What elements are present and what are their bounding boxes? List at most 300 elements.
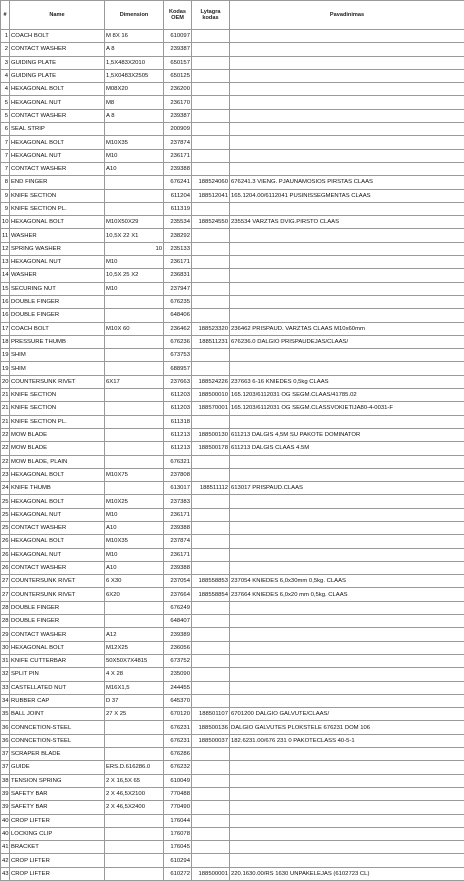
part-title bbox=[230, 362, 464, 375]
row-number: 7 bbox=[1, 149, 10, 162]
row-number: 22 bbox=[1, 455, 10, 468]
oem-code: 673753 bbox=[164, 349, 192, 362]
oem-code: 610097 bbox=[164, 30, 192, 43]
row-number: 37 bbox=[1, 761, 10, 774]
table-row bbox=[1, 841, 464, 854]
table-row bbox=[1, 748, 464, 761]
part-dimension bbox=[105, 455, 164, 468]
lytagra-code bbox=[192, 801, 230, 814]
lytagra-code bbox=[192, 269, 230, 282]
part-name: SAFETY BAR bbox=[10, 787, 105, 800]
part-dimension bbox=[105, 601, 164, 614]
header-row bbox=[1, 1, 464, 30]
oem-code: 611203 bbox=[164, 389, 192, 402]
lytagra-code bbox=[192, 668, 230, 681]
oem-code: 239388 bbox=[164, 521, 192, 534]
table-row bbox=[1, 787, 464, 800]
table-row bbox=[1, 561, 464, 574]
lytagra-code: 188501107 bbox=[192, 708, 230, 721]
part-name: SHIM bbox=[10, 349, 105, 362]
oem-code: 237664 bbox=[164, 588, 192, 601]
lytagra-code bbox=[192, 694, 230, 707]
part-name: SECURING NUT bbox=[10, 282, 105, 295]
part-name: HEXAGONAL NUT bbox=[10, 256, 105, 269]
header-name: Name bbox=[10, 1, 105, 30]
lytagra-code: 188524060 bbox=[192, 176, 230, 189]
part-dimension bbox=[105, 402, 164, 415]
lytagra-code bbox=[192, 362, 230, 375]
part-name: CONTACT WASHER bbox=[10, 561, 105, 574]
table-row bbox=[1, 189, 464, 202]
part-name: WASHER bbox=[10, 229, 105, 242]
row-number: 41 bbox=[1, 841, 10, 854]
oem-code: 239387 bbox=[164, 109, 192, 122]
table-row bbox=[1, 362, 464, 375]
lytagra-code bbox=[192, 601, 230, 614]
lytagra-code: 188500037 bbox=[192, 734, 230, 747]
part-title: 182.6231.00/676 231 0 PAKOTECLASS 40-5-1 bbox=[230, 734, 464, 747]
table-row bbox=[1, 654, 464, 667]
part-dimension: 27 X 25 bbox=[105, 708, 164, 721]
part-name: GUIDING PLATE bbox=[10, 56, 105, 69]
row-number: 28 bbox=[1, 601, 10, 614]
part-title bbox=[230, 242, 464, 255]
oem-code: 611203 bbox=[164, 402, 192, 415]
table-row bbox=[1, 335, 464, 348]
part-title: 6701200 DALGIO GALVUTE/CLAAS/ bbox=[230, 708, 464, 721]
lytagra-code bbox=[192, 229, 230, 242]
lytagra-code bbox=[192, 495, 230, 508]
table-row bbox=[1, 322, 464, 335]
part-title: 165.1203/6112031 OG SEGM.CLAAS/41785.02 bbox=[230, 389, 464, 402]
part-name: HEXAGONAL BOLT bbox=[10, 535, 105, 548]
part-name: KNIFE CUTTERBAR bbox=[10, 654, 105, 667]
part-dimension bbox=[105, 442, 164, 455]
table-row bbox=[1, 162, 464, 175]
lytagra-code bbox=[192, 827, 230, 840]
part-name: KNIFE SECTION bbox=[10, 189, 105, 202]
lytagra-code bbox=[192, 561, 230, 574]
part-name: HEXAGONAL BOLT bbox=[10, 468, 105, 481]
part-title bbox=[230, 535, 464, 548]
row-number: 39 bbox=[1, 801, 10, 814]
part-name: CONTACT WASHER bbox=[10, 521, 105, 534]
lytagra-code bbox=[192, 615, 230, 628]
part-title: 613017 PRISPAUD.CLAAS bbox=[230, 482, 464, 495]
table-row bbox=[1, 242, 464, 255]
oem-code: 676321 bbox=[164, 455, 192, 468]
row-number: 12 bbox=[1, 242, 10, 255]
part-name: HEXAGONAL BOLT bbox=[10, 495, 105, 508]
row-number: 43 bbox=[1, 867, 10, 880]
part-dimension bbox=[105, 814, 164, 827]
part-title: 236462 PRISPAUD. VARZTAS CLAAS M10x60mm bbox=[230, 322, 464, 335]
oem-code: 237874 bbox=[164, 535, 192, 548]
lytagra-code bbox=[192, 748, 230, 761]
part-dimension bbox=[105, 349, 164, 362]
part-name: SPRING WASHER bbox=[10, 242, 105, 255]
table-row bbox=[1, 681, 464, 694]
oem-code: 676249 bbox=[164, 601, 192, 614]
oem-code: 239389 bbox=[164, 628, 192, 641]
part-title bbox=[230, 349, 464, 362]
row-number: 26 bbox=[1, 561, 10, 574]
table-row bbox=[1, 96, 464, 109]
row-number: 11 bbox=[1, 229, 10, 242]
row-number: 16 bbox=[1, 295, 10, 308]
lytagra-code: 188524550 bbox=[192, 216, 230, 229]
part-title bbox=[230, 628, 464, 641]
row-number: 25 bbox=[1, 521, 10, 534]
part-dimension bbox=[105, 841, 164, 854]
table-row bbox=[1, 375, 464, 388]
row-number: 3 bbox=[1, 56, 10, 69]
part-dimension bbox=[105, 202, 164, 215]
part-title bbox=[230, 123, 464, 136]
part-title bbox=[230, 814, 464, 827]
lytagra-code bbox=[192, 681, 230, 694]
oem-code: 670120 bbox=[164, 708, 192, 721]
part-title bbox=[230, 601, 464, 614]
lytagra-code bbox=[192, 256, 230, 269]
part-dimension bbox=[105, 362, 164, 375]
part-dimension: M12X25 bbox=[105, 641, 164, 654]
part-name: PRESSURE THUMB bbox=[10, 335, 105, 348]
row-number: 4 bbox=[1, 83, 10, 96]
row-number: 34 bbox=[1, 694, 10, 707]
part-title bbox=[230, 508, 464, 521]
row-number: 24 bbox=[1, 482, 10, 495]
row-number: 9 bbox=[1, 189, 10, 202]
part-name: KNIFE SECTION PL. bbox=[10, 202, 105, 215]
part-name: CONTACT WASHER bbox=[10, 43, 105, 56]
oem-code: 676236 bbox=[164, 335, 192, 348]
part-title bbox=[230, 641, 464, 654]
part-dimension: 2 X 46,5X2100 bbox=[105, 787, 164, 800]
part-dimension bbox=[105, 854, 164, 867]
table-row bbox=[1, 56, 464, 69]
row-number: 27 bbox=[1, 588, 10, 601]
part-title bbox=[230, 202, 464, 215]
part-title bbox=[230, 295, 464, 308]
oem-code: 648407 bbox=[164, 615, 192, 628]
row-number: 36 bbox=[1, 721, 10, 734]
part-title bbox=[230, 748, 464, 761]
oem-code: 610272 bbox=[164, 867, 192, 880]
part-title: 237054 KNIEDES 6,0x30mm 0,5kg. CLAAS bbox=[230, 575, 464, 588]
table-row bbox=[1, 708, 464, 721]
oem-code: 236831 bbox=[164, 269, 192, 282]
part-title bbox=[230, 162, 464, 175]
lytagra-code bbox=[192, 814, 230, 827]
row-number: 18 bbox=[1, 335, 10, 348]
part-name: GUIDING PLATE bbox=[10, 69, 105, 82]
row-number: 25 bbox=[1, 495, 10, 508]
part-name: KNIFE THUMB bbox=[10, 482, 105, 495]
lytagra-code bbox=[192, 854, 230, 867]
lytagra-code bbox=[192, 109, 230, 122]
part-name: HEXAGONAL NUT bbox=[10, 508, 105, 521]
oem-code: 610294 bbox=[164, 854, 192, 867]
lytagra-code: 188558854 bbox=[192, 588, 230, 601]
oem-code: 235133 bbox=[164, 242, 192, 255]
table-row bbox=[1, 734, 464, 747]
row-number: 22 bbox=[1, 428, 10, 441]
part-dimension: 1,5X0483X2505 bbox=[105, 69, 164, 82]
lytagra-code: 188500178 bbox=[192, 442, 230, 455]
part-title bbox=[230, 548, 464, 561]
table-row bbox=[1, 216, 464, 229]
oem-code: 650125 bbox=[164, 69, 192, 82]
table-body bbox=[1, 30, 464, 881]
lytagra-code bbox=[192, 136, 230, 149]
part-title: 611213 DALGIS 4,5M SU PAKOTE DOMINATOR bbox=[230, 428, 464, 441]
part-name: LOCKING CLIP bbox=[10, 827, 105, 840]
part-name: CROP LIFTER bbox=[10, 854, 105, 867]
part-dimension: M10X25 bbox=[105, 495, 164, 508]
row-number: 6 bbox=[1, 123, 10, 136]
part-dimension: M10 bbox=[105, 508, 164, 521]
row-number: 40 bbox=[1, 827, 10, 840]
oem-code: 235090 bbox=[164, 668, 192, 681]
table-row bbox=[1, 176, 464, 189]
table-row bbox=[1, 442, 464, 455]
part-name: HEXAGONAL BOLT bbox=[10, 83, 105, 96]
oem-code: 236171 bbox=[164, 508, 192, 521]
part-title bbox=[230, 841, 464, 854]
part-dimension: M10X35 bbox=[105, 136, 164, 149]
oem-code: 770490 bbox=[164, 801, 192, 814]
part-name: COACH BOLT bbox=[10, 30, 105, 43]
row-number: 28 bbox=[1, 615, 10, 628]
part-name: SAFETY BAR bbox=[10, 801, 105, 814]
table-row bbox=[1, 109, 464, 122]
part-name: HEXAGONAL NUT bbox=[10, 149, 105, 162]
part-title bbox=[230, 615, 464, 628]
row-number: 2 bbox=[1, 43, 10, 56]
header-title: Pavadinimas bbox=[230, 1, 464, 30]
part-dimension: M10 bbox=[105, 256, 164, 269]
part-title bbox=[230, 694, 464, 707]
row-number: 5 bbox=[1, 96, 10, 109]
part-title bbox=[230, 521, 464, 534]
part-title bbox=[230, 827, 464, 840]
part-title: 237664 KNIEDES 6,0x20 mm 0,5kg. CLAAS bbox=[230, 588, 464, 601]
table-row bbox=[1, 508, 464, 521]
row-number: 42 bbox=[1, 854, 10, 867]
part-dimension: 6X17 bbox=[105, 375, 164, 388]
table-row bbox=[1, 123, 464, 136]
part-dimension: A 8 bbox=[105, 43, 164, 56]
part-title bbox=[230, 415, 464, 428]
table-row bbox=[1, 69, 464, 82]
lytagra-code bbox=[192, 309, 230, 322]
row-number: 21 bbox=[1, 389, 10, 402]
part-dimension bbox=[105, 189, 164, 202]
table-row bbox=[1, 309, 464, 322]
table-row bbox=[1, 854, 464, 867]
row-number: 35 bbox=[1, 708, 10, 721]
part-title: 676241.3 VIENG. PJAUNAMOSIOS PIRSTAS CLAAS bbox=[230, 176, 464, 189]
table-row bbox=[1, 136, 464, 149]
lytagra-code: 188524226 bbox=[192, 375, 230, 388]
table-row bbox=[1, 814, 464, 827]
part-dimension: A10 bbox=[105, 521, 164, 534]
lytagra-code: 188511112 bbox=[192, 482, 230, 495]
oem-code: 237054 bbox=[164, 575, 192, 588]
lytagra-code bbox=[192, 535, 230, 548]
part-title bbox=[230, 83, 464, 96]
lytagra-code bbox=[192, 149, 230, 162]
table-row bbox=[1, 83, 464, 96]
part-name: CASTELLATED NUT bbox=[10, 681, 105, 694]
oem-code: 611213 bbox=[164, 442, 192, 455]
row-number: 30 bbox=[1, 641, 10, 654]
oem-code: 648406 bbox=[164, 309, 192, 322]
part-dimension bbox=[105, 389, 164, 402]
part-title bbox=[230, 495, 464, 508]
part-dimension bbox=[105, 123, 164, 136]
part-name: TENSION SPRING bbox=[10, 774, 105, 787]
table-row bbox=[1, 668, 464, 681]
part-title bbox=[230, 109, 464, 122]
part-name: KNIFE SECTION PL. bbox=[10, 415, 105, 428]
part-dimension: M08X20 bbox=[105, 83, 164, 96]
part-dimension: 10,5X 22 X1 bbox=[105, 229, 164, 242]
part-dimension: M8 bbox=[105, 96, 164, 109]
row-number: 33 bbox=[1, 681, 10, 694]
table-row bbox=[1, 588, 464, 601]
table-row bbox=[1, 43, 464, 56]
oem-code: 236200 bbox=[164, 83, 192, 96]
part-name: HEXAGONAL NUT bbox=[10, 96, 105, 109]
part-name: CONTACT WASHER bbox=[10, 109, 105, 122]
part-dimension: 1,5X483X2010 bbox=[105, 56, 164, 69]
oem-code: 176078 bbox=[164, 827, 192, 840]
row-number: 40 bbox=[1, 814, 10, 827]
lytagra-code bbox=[192, 162, 230, 175]
row-number: 25 bbox=[1, 508, 10, 521]
oem-code: 236056 bbox=[164, 641, 192, 654]
part-name: GUIDE bbox=[10, 761, 105, 774]
table-row bbox=[1, 628, 464, 641]
oem-code: 176044 bbox=[164, 814, 192, 827]
part-name: KNIFE SECTION bbox=[10, 402, 105, 415]
part-dimension: M16X1,5 bbox=[105, 681, 164, 694]
lytagra-code: 188500010 bbox=[192, 389, 230, 402]
row-number: 7 bbox=[1, 136, 10, 149]
row-number: 32 bbox=[1, 668, 10, 681]
part-name: HEXAGONAL NUT bbox=[10, 548, 105, 561]
oem-code: 676231 bbox=[164, 721, 192, 734]
part-dimension bbox=[105, 721, 164, 734]
part-title bbox=[230, 561, 464, 574]
row-number: 22 bbox=[1, 442, 10, 455]
lytagra-code bbox=[192, 30, 230, 43]
part-name: MOW BLADE, PLAIN bbox=[10, 455, 105, 468]
part-title bbox=[230, 30, 464, 43]
oem-code: 236171 bbox=[164, 548, 192, 561]
table-row bbox=[1, 30, 464, 43]
oem-code: 239388 bbox=[164, 162, 192, 175]
table-row bbox=[1, 694, 464, 707]
oem-code: 650157 bbox=[164, 56, 192, 69]
oem-code: 770488 bbox=[164, 787, 192, 800]
table-row bbox=[1, 827, 464, 840]
part-title bbox=[230, 229, 464, 242]
lytagra-code bbox=[192, 83, 230, 96]
part-title bbox=[230, 468, 464, 481]
table-row bbox=[1, 482, 464, 495]
oem-code: 611318 bbox=[164, 415, 192, 428]
lytagra-code bbox=[192, 521, 230, 534]
row-number: 27 bbox=[1, 575, 10, 588]
oem-code: 676241 bbox=[164, 176, 192, 189]
row-number: 31 bbox=[1, 654, 10, 667]
lytagra-code bbox=[192, 56, 230, 69]
part-dimension: 2 X 16,5X 65 bbox=[105, 774, 164, 787]
part-dimension bbox=[105, 309, 164, 322]
part-name: CONNCETION-STEEL bbox=[10, 734, 105, 747]
row-number: 37 bbox=[1, 748, 10, 761]
part-name: COUNTERSUNK RIVET bbox=[10, 575, 105, 588]
part-dimension: 10 bbox=[105, 242, 164, 255]
part-dimension bbox=[105, 415, 164, 428]
oem-code: 676232 bbox=[164, 761, 192, 774]
row-number: 7 bbox=[1, 162, 10, 175]
part-title bbox=[230, 96, 464, 109]
oem-code: 244455 bbox=[164, 681, 192, 694]
part-dimension: 2 X 46,5X2400 bbox=[105, 801, 164, 814]
part-name: KNIFE SECTION bbox=[10, 389, 105, 402]
lytagra-code bbox=[192, 282, 230, 295]
table-row bbox=[1, 256, 464, 269]
row-number: 36 bbox=[1, 734, 10, 747]
oem-code: 676235 bbox=[164, 295, 192, 308]
part-title: 165.1203/6112031 OG SEGM.CLASSVOKIETIJA80-4-0031-F bbox=[230, 402, 464, 415]
part-name: MOW BLADE bbox=[10, 442, 105, 455]
part-name: DOUBLE FINGER bbox=[10, 615, 105, 628]
table-row bbox=[1, 521, 464, 534]
part-name: CONTACT WASHER bbox=[10, 628, 105, 641]
lytagra-code bbox=[192, 43, 230, 56]
table-row bbox=[1, 229, 464, 242]
table-row bbox=[1, 269, 464, 282]
part-dimension: M10 bbox=[105, 149, 164, 162]
part-name: CONNCETION-STEEL bbox=[10, 721, 105, 734]
row-number: 21 bbox=[1, 402, 10, 415]
row-number: 29 bbox=[1, 628, 10, 641]
row-number: 14 bbox=[1, 269, 10, 282]
oem-code: 645370 bbox=[164, 694, 192, 707]
oem-code: 239388 bbox=[164, 561, 192, 574]
lytagra-code: 188500001 bbox=[192, 867, 230, 880]
oem-code: 613017 bbox=[164, 482, 192, 495]
oem-code: 239387 bbox=[164, 43, 192, 56]
table-row bbox=[1, 641, 464, 654]
part-dimension: 6 X30 bbox=[105, 575, 164, 588]
part-dimension: A10 bbox=[105, 162, 164, 175]
part-name: BRACKET bbox=[10, 841, 105, 854]
part-dimension: M10 bbox=[105, 548, 164, 561]
lytagra-code bbox=[192, 841, 230, 854]
row-number: 23 bbox=[1, 468, 10, 481]
oem-code: 611204 bbox=[164, 189, 192, 202]
row-number: 38 bbox=[1, 774, 10, 787]
table-row bbox=[1, 428, 464, 441]
lytagra-code bbox=[192, 455, 230, 468]
part-title bbox=[230, 43, 464, 56]
